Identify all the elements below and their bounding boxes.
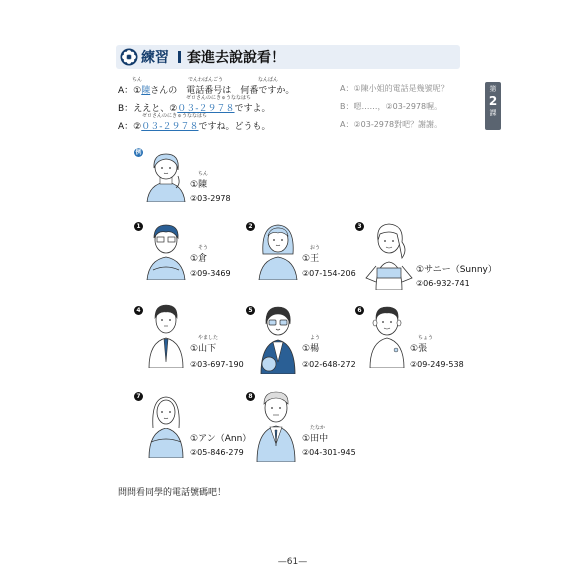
flower-icon xyxy=(120,48,138,66)
person-3-badge: 3 xyxy=(355,222,364,231)
name-8: ①田中 xyxy=(302,434,329,444)
furigana-8: たなか xyxy=(310,425,326,431)
person-5-figure xyxy=(255,302,301,374)
phone-1: ②09-3469 xyxy=(190,269,231,278)
person-8-figure xyxy=(253,388,299,462)
person-2-figure xyxy=(255,222,301,280)
ruby-chin: ちん xyxy=(132,77,143,83)
ruby-phone-2: ゼロさんのにきゅうななはち xyxy=(186,95,252,101)
name-1: ①倉 xyxy=(190,254,208,264)
header-divider xyxy=(178,51,181,63)
person-3-figure xyxy=(364,220,414,290)
dialogue-translation-3: A：②03-2978對吧？謝謝。 xyxy=(340,120,443,129)
example-badge: 例 xyxy=(135,149,142,156)
person-5-badge: 5 xyxy=(246,306,255,315)
person-1-figure xyxy=(143,222,189,280)
person-7-figure xyxy=(143,392,189,458)
phone-5: ②02-648-272 xyxy=(302,360,356,369)
phone-8: ②04-301-945 xyxy=(302,448,356,457)
person-4-badge: 4 xyxy=(134,306,143,315)
person-8-badge: 8 xyxy=(246,392,255,401)
phone-2: ②07-154-206 xyxy=(302,269,356,278)
person-4-figure xyxy=(143,302,189,368)
ruby-phone-3: ゼロさんのにきゅうななはち xyxy=(142,113,208,119)
furigana-2: おう xyxy=(310,245,321,251)
practice-question: 問問看同學的電話號碼吧！ xyxy=(118,488,227,498)
person-1-badge: 1 xyxy=(134,222,143,231)
dialogue-line-1: A：①陳さんの 電話番号は 何番ですか。 xyxy=(118,86,295,96)
person-7-badge: 7 xyxy=(134,392,143,401)
dialogue-line-2: B：ええと、②０３-２９７８ですよ。 xyxy=(118,104,271,114)
name-6: ①張 xyxy=(410,344,428,354)
name-example: ①陳 xyxy=(190,180,208,190)
furigana-example: ちん xyxy=(198,171,209,177)
furigana-5: よう xyxy=(310,335,321,341)
name-3: ①サニー（Sunny） xyxy=(416,265,497,275)
dialogue-line-3: A：②０３-２９７８ですね。どうも。 xyxy=(118,122,271,132)
name-5: ①楊 xyxy=(302,344,320,354)
name-4: ①山下 xyxy=(190,344,217,354)
person-6-figure xyxy=(364,302,410,368)
page-number: —61— xyxy=(277,557,308,567)
phone-3: ②06-932-741 xyxy=(416,279,470,288)
phone-example: ②03-2978 xyxy=(190,194,231,203)
lesson-tab xyxy=(485,82,501,130)
phone-7: ②05-846-279 xyxy=(190,448,244,457)
furigana-4: やました xyxy=(198,335,219,341)
name-2: ①王 xyxy=(302,254,320,264)
dialogue-translation-2: B：嗯……，②03-2978喔。 xyxy=(340,102,443,111)
furigana-6: ちょう xyxy=(418,335,434,341)
person-2-badge: 2 xyxy=(246,222,255,231)
lesson-tab-top: 第 xyxy=(489,85,497,93)
ruby-nanban: なんばん xyxy=(258,77,279,83)
lesson-tab-number: 2 xyxy=(488,94,498,108)
furigana-1: そう xyxy=(198,245,209,251)
phone-4: ②03-697-190 xyxy=(190,360,244,369)
example-person-figure xyxy=(143,150,189,202)
lesson-tab-bottom: 課 xyxy=(489,109,497,117)
dialogue-translation-1: A：①陳小姐的電話是幾號呢？ xyxy=(340,84,449,93)
phone-6: ②09-249-538 xyxy=(410,360,464,369)
section-title: 套進去說說看！ xyxy=(187,50,285,66)
section-label: 練習 xyxy=(141,50,169,66)
ruby-denwa: でんわばんごう xyxy=(188,77,224,83)
name-7: ①アン（Ann） xyxy=(190,434,252,444)
person-6-badge: 6 xyxy=(355,306,364,315)
